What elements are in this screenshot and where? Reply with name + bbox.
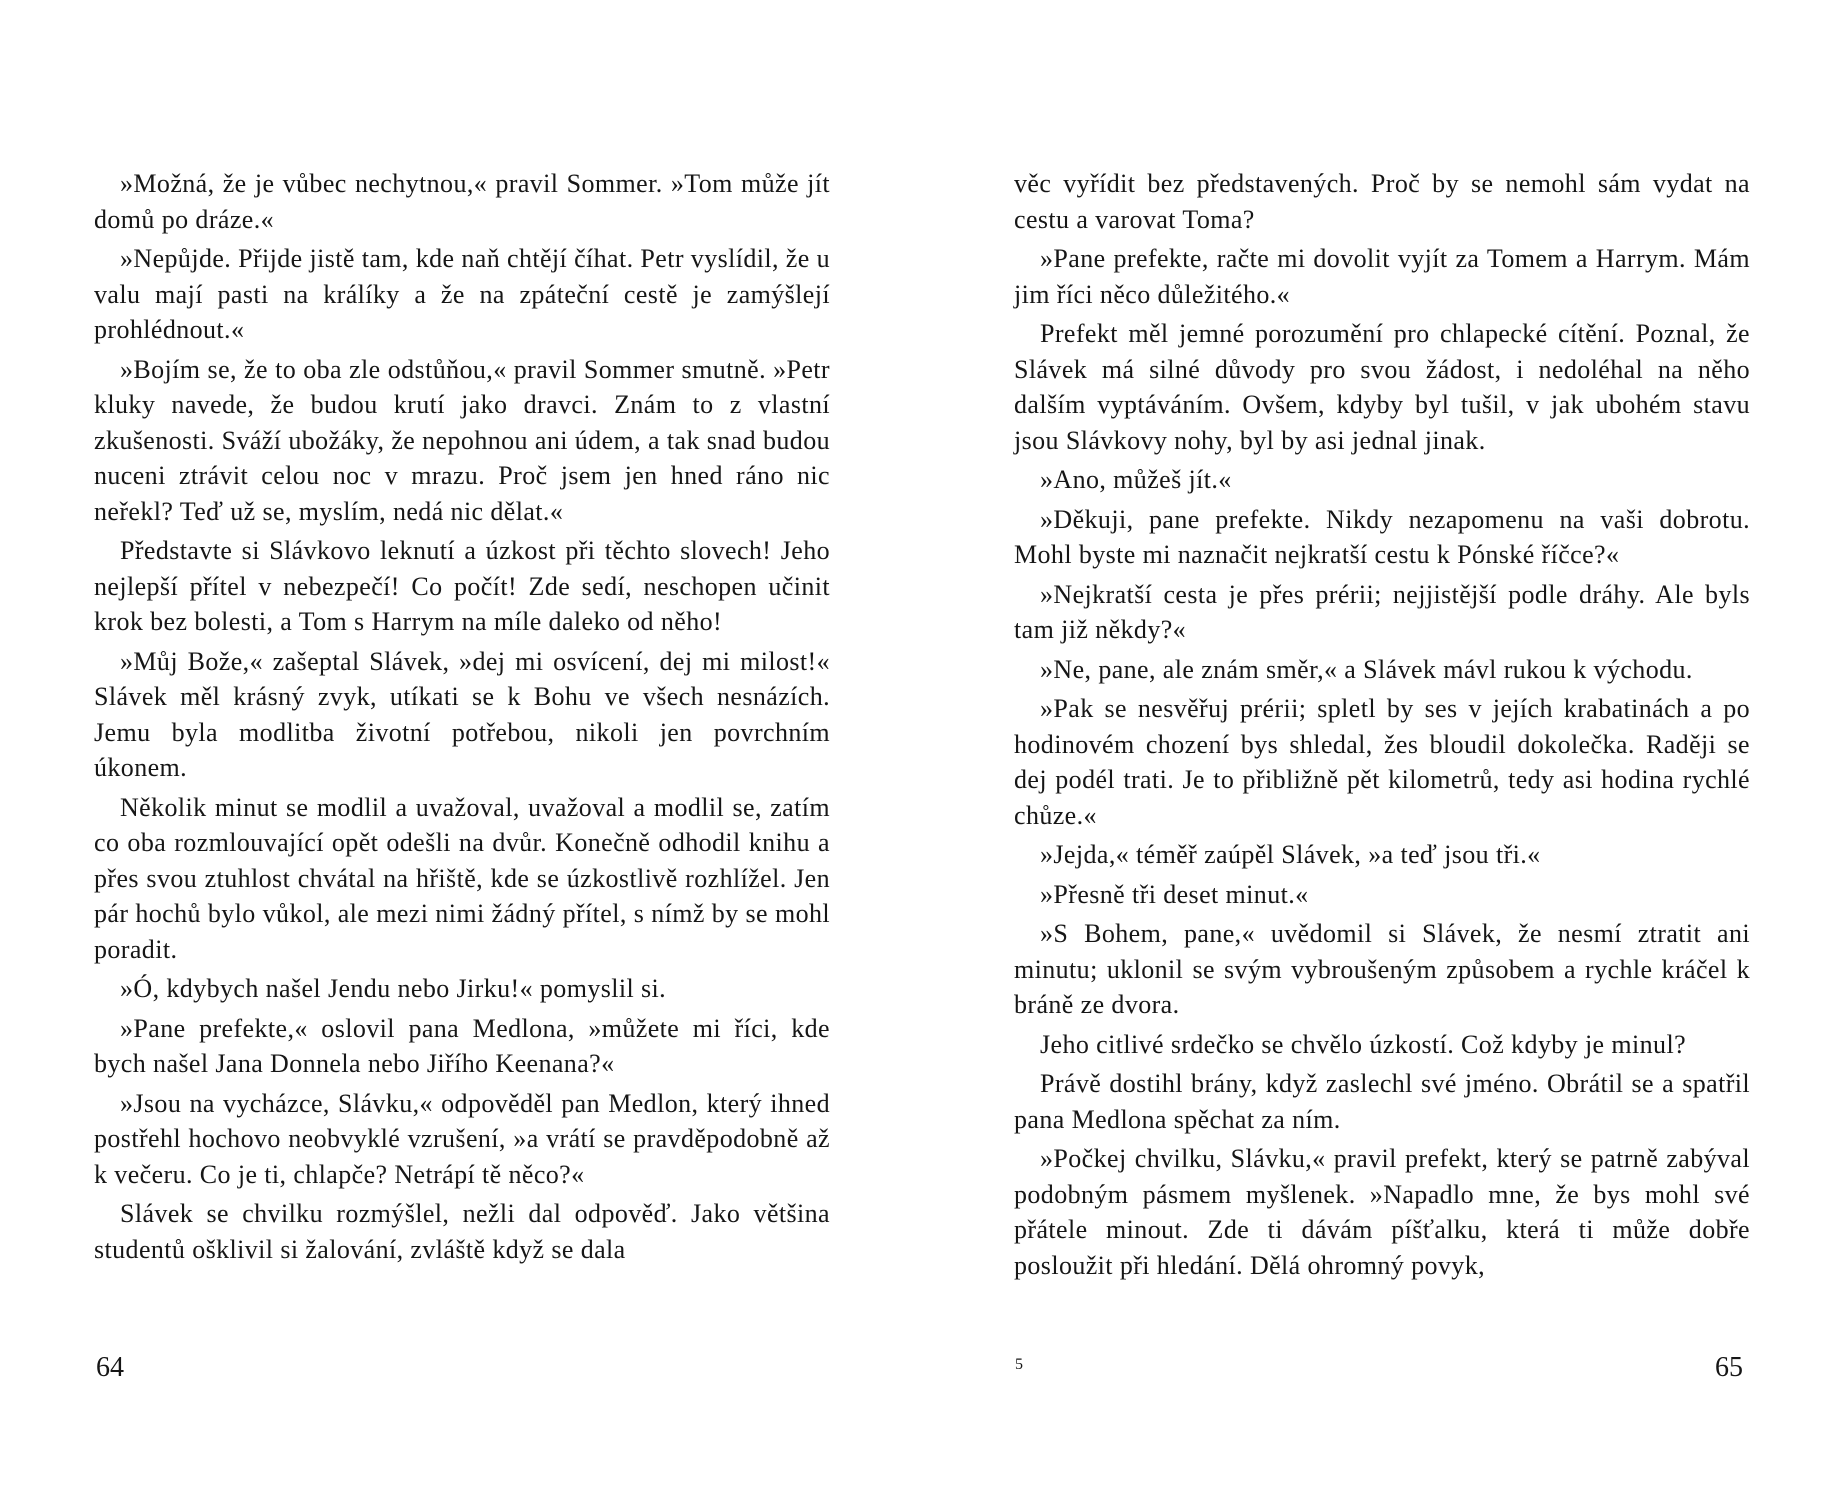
- paragraph: »Možná, že je vůbec nechytnou,« pravil Sommer. »Tom může jít domů po dráze.«: [94, 169, 830, 234]
- page-number-left: 64: [96, 1352, 124, 1383]
- paragraph: »Ó, kdybych našel Jendu nebo Jirku!« pomyslil si.: [120, 974, 667, 1003]
- paragraph: »Počkej chvilku, Slávku,« pravil prefekt, který se patrně zabýval podobným pásmem myšlenek. »Napadlo mne, že bys mohl své přátele minout. Zde ti dávám píšťalku, která ti může dobře posloužit při hledání. Dělá ohromný povyk,: [1014, 1144, 1750, 1280]
- paragraph: »Ne, pane, ale znám směr,« a Slávek mávl rukou k východu.: [1040, 654, 1693, 684]
- paragraph: Několik minut se modlil a uvažoval, uvažoval a modlil se, zatím co oba rozmlouvající opět odešli na dvůr. Konečně odhodil knihu a přes svou ztuhlost chvátal na hřiště, kde se úzkostlivě rozhlížel. Jen pár hochů bylo vůkol, ale mezi nimi žádný přítel, s nímž by se mohl poradit.: [94, 792, 830, 964]
- paragraph: »S Bohem, pane,« uvědomil si Slávek, že nesmí ztratit ani minutu; uklonil se svým vybroušeným způsobem a rychle kráčel k bráně ze dvora.: [1014, 919, 1750, 1019]
- signature-mark: 5: [1015, 1356, 1023, 1373]
- paragraph: Představte si Slávkovo leknutí a úzkost při těchto slovech! Jeho nejlepší přítel v nebezpečí! Co počít! Zde sedí, neschopen učinit krok bez bolesti, a Tom s Harrym na míle daleko od něho!: [94, 536, 830, 636]
- paragraph: »Děkuji, pane prefekte. Nikdy nezapomenu na vaši dobrotu. Mohl byste mi naznačit nejkratší cestu k Pónské říčce?«: [1014, 504, 1750, 569]
- paragraph: Jeho citlivé srdečko se chvělo úzkostí. Což kdyby je minul?: [1040, 1029, 1687, 1059]
- left-page: [94, 166, 830, 1271]
- paragraph: Slávek se chvilku rozmýšlel, nežli dal odpověď. Jako většina studentů ošklivil si žalování, zvláště když se dala: [94, 1199, 830, 1264]
- page-number-right: 65: [1715, 1352, 1743, 1383]
- paragraph: »Přesně tři deset minut.«: [1040, 879, 1309, 909]
- paragraph: »Jejda,« téměř zaúpěl Slávek, »a teď jsou tři.«: [1040, 840, 1541, 869]
- paragraph: »Bojím se, že to oba zle odstůňou,« pravil Sommer smutně. »Petr kluky navede, že budou krutí jako dravci. Znám to z vlastní zkušenosti. Sváží ubožáky, že nepohnou ani údem, a tak snad budou nuceni ztrávit celou noc v mrazu. Proč jsem jen hned ráno nic neřekl? Teď už se, myslím, nedá nic dělat.«: [94, 354, 830, 526]
- paragraph: »Jsou na vycházce, Slávku,« odpověděl pan Medlon, který ihned postřehl hochovo neobvyklé vzrušení, »a vrátí se pravděpodobně až k večeru. Co je ti, chlapče? Netrápí tě něco?«: [94, 1088, 830, 1189]
- paragraph: »Nepůjde. Přijde jistě tam, kde naň chtějí číhat. Petr vyslídil, že u valu mají pasti na králíky a že na zpáteční cestě je zamýšlejí prohlédnout.«: [94, 244, 830, 344]
- paragraph: »Můj Bože,« zašeptal Slávek, »dej mi osvícení, dej mi milost!« Slávek měl krásný zvyk, utíkati se k Bohu ve všech nesnázích. Jemu byla modlitba životní potřebou, nikoli jen povrchním úkonem.: [94, 646, 830, 782]
- paragraph: »Ano, můžeš jít.«: [1040, 465, 1232, 494]
- paragraph: Právě dostihl brány, když zaslechl své jméno. Obrátil se a spatřil pana Medlona spěchat za ním.: [1014, 1069, 1750, 1134]
- paragraph: »Pak se nesvěřuj prérii; spletl by ses v jejích krabatinách a po hodinovém chození bys shledal, žes bloudil dokolečka. Raději se dej podél trati. Je to přibližně pět kilometrů, tedy asi hodina rychlé chůze.«: [1014, 694, 1750, 830]
- paragraph: »Nejkratší cesta je přes prérii; nejjistější podle dráhy. Ale byls tam již někdy?«: [1014, 579, 1750, 644]
- right-page: [1014, 166, 1750, 1287]
- paragraph: »Pane prefekte, račte mi dovolit vyjít za Tomem a Harrym. Mám jim říci něco důležitého.«: [1014, 244, 1750, 309]
- paragraph: věc vyřídit bez představených. Proč by se nemohl sám vydat na cestu a varovat Toma?: [1014, 169, 1750, 234]
- paragraph: »Pane prefekte,« oslovil pana Medlona, »můžete mi říci, kde bych našel Jana Donnela nebo Jiřího Keenana?«: [94, 1013, 830, 1078]
- paragraph: Prefekt měl jemné porozumění pro chlapecké cítění. Poznal, že Slávek má silné důvody pro svou žádost, i nedoléhal na něho dalším vyptáváním. Ovšem, kdyby byl tušil, v jak ubohém stavu jsou Slávkovy nohy, byl by asi jednal jinak.: [1014, 319, 1750, 455]
